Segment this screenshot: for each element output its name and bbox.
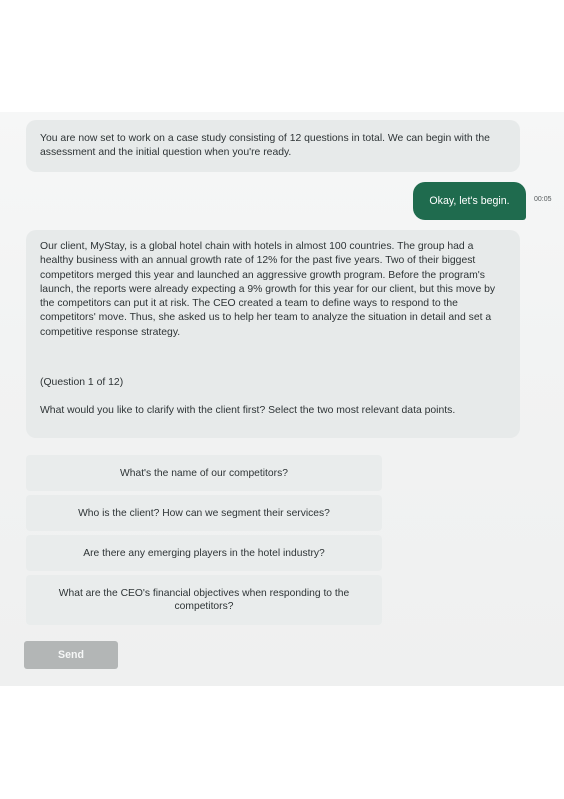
user-message <box>413 182 526 220</box>
message-timestamp: 00:05 <box>534 196 552 203</box>
send-button[interactable]: Send <box>24 641 118 669</box>
user-message-text: Okay, let's begin. <box>429 195 510 207</box>
answer-option-label: What's the name of our competitors? <box>120 467 288 479</box>
answer-option-ceo-objectives[interactable] <box>26 575 382 625</box>
question-header: (Question 1 of 12) <box>40 377 124 389</box>
case-description: Our client, MyStay, is a global hotel chain with hotels in almost 100 countries. The group had a healthy business with an annual growth rate of 12% for the past five years. Two of their biggest competitors merged this year and launched an aggressive growth program. Before the program's launch, the reports were already expecting a 9% growth for this year for our client, but this move by the competitors can put it at risk. The CEO created a team to define ways to respond to the competitors' move. Thus, she asked us to help her team to analyze the situation in detail and set a competitive response strategy. <box>40 241 496 338</box>
bot-message-case <box>26 230 520 438</box>
answer-option-label: What are the CEO's financial objectives when responding to the competitors? <box>58 588 350 612</box>
answer-option-emerging-players[interactable] <box>26 535 382 571</box>
answer-option-competitor-name[interactable] <box>26 455 382 491</box>
bot-message-intro-text: You are now set to work on a case study consisting of 12 questions in total. We can begin with the assessment and the initial question when you're ready. <box>40 133 490 159</box>
answer-option-client-segment[interactable] <box>26 495 382 531</box>
question-text: What would you like to clarify with the client first? Select the two most relevant data points. <box>40 405 456 417</box>
bot-message-intro <box>26 120 520 172</box>
answer-option-label: Who is the client? How can we segment their services? <box>78 507 330 519</box>
answer-option-label: Are there any emerging players in the hotel industry? <box>83 547 325 559</box>
